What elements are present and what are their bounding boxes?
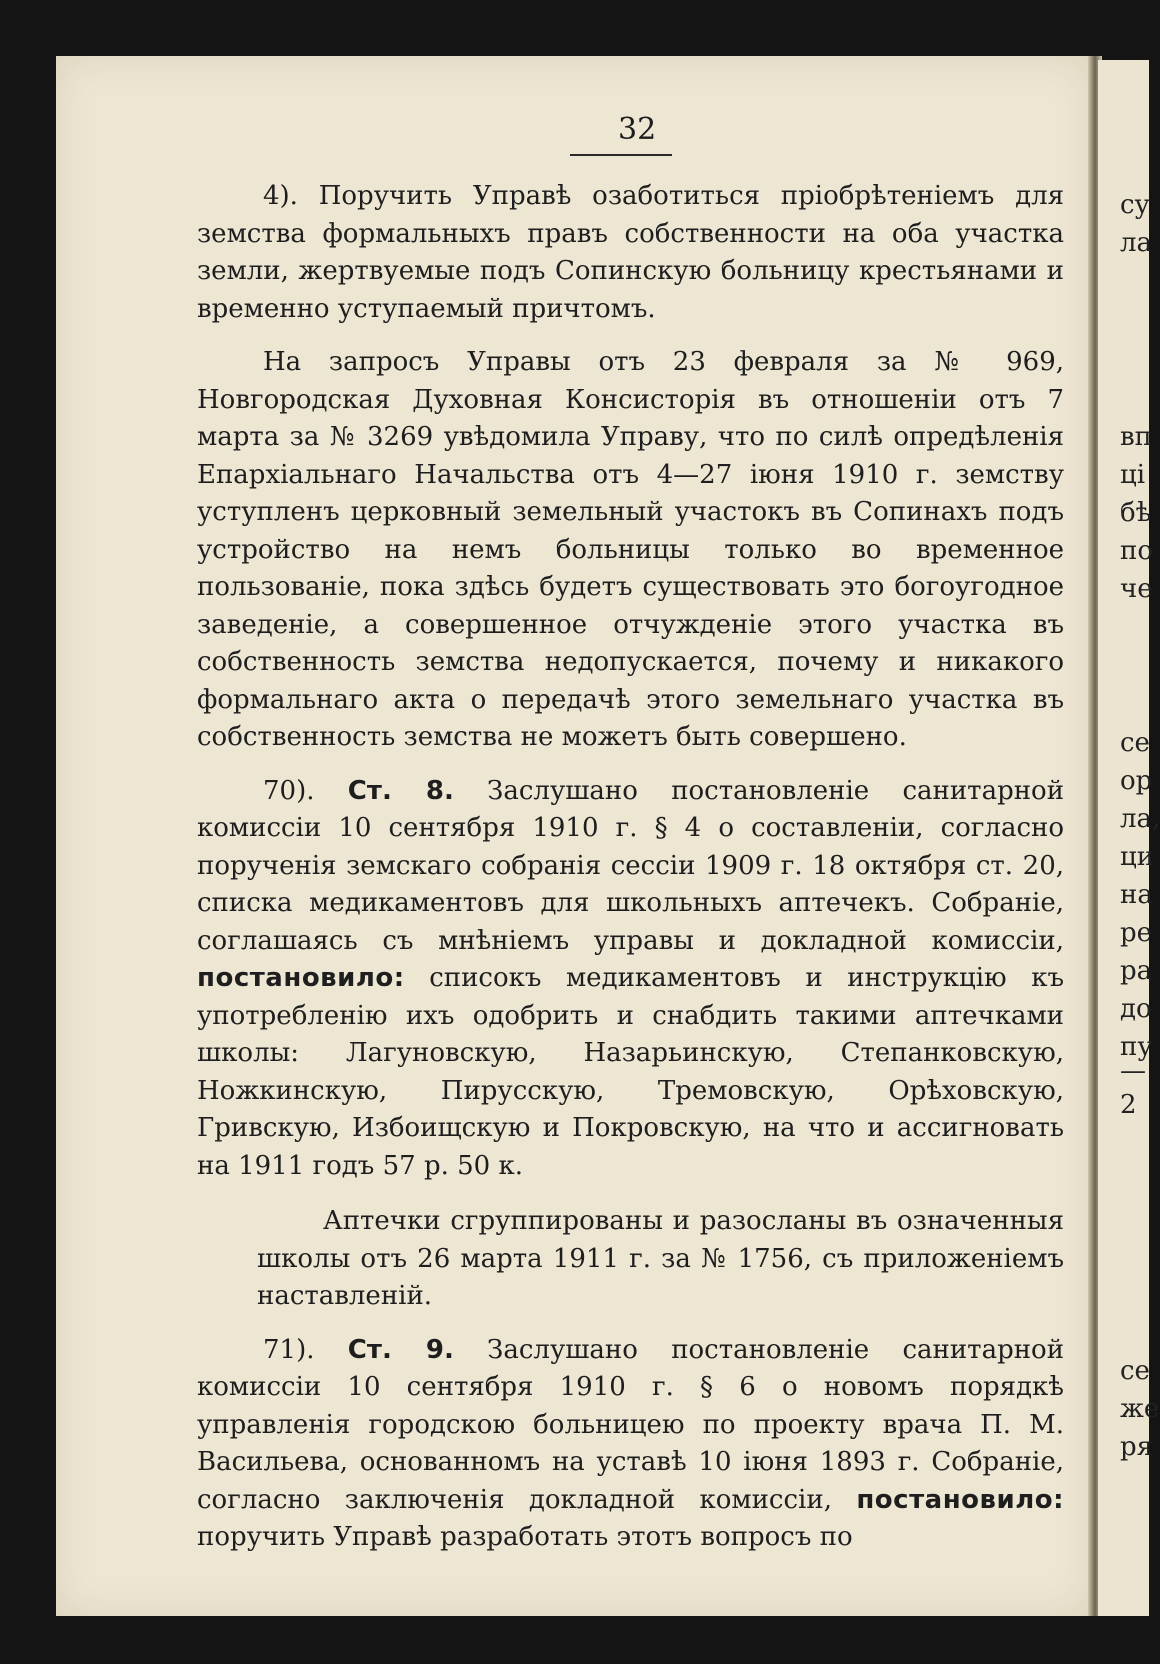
adjacent-page-fragment: по [1120,536,1153,566]
adjacent-page-fragment: бѣ [1120,498,1152,528]
paragraph-5-text-b: поручить Управѣ разработать этотъ вопросъ по [197,1522,853,1552]
page-number-rule [570,154,672,156]
adjacent-page-fragment: ра [1120,956,1153,986]
page-number: 32 [618,112,657,147]
resolution-label-1: постановило: [197,963,405,993]
adjacent-page-fragment: ре [1120,918,1153,948]
adjacent-page-fragment: пу [1120,1032,1153,1062]
adjacent-page-fragment: су [1120,190,1150,220]
paragraph-3-text-a: Заслушано постановленіе санитарной комиссіи 10 сентября 1910 г. § 4 о составленіи, согласно порученія земскаго собранія сессіи 1909 г. 18 октября ст. 20, списка медикаментовъ для школьныхъ аптечекъ. Собраніе, соглашаясь съ мнѣніемъ управы и докладной комиссіи, [197,775,1065,956]
adjacent-page-fragment: ла, [1120,804,1160,834]
article-9-label: Ст. 9. [347,1334,454,1365]
paragraph-1: 4). Поручить Управѣ озаботиться пріобрѣтеніемъ для земства формальныхъ правъ собственности на оба участка земли, жертвуемые подъ Сопинскую больницу крестьянами и временно уступаемый причтомъ. [197,181,1064,324]
paragraph-3-text-b: списокъ медикаментовъ и инструкцію къ употребленію ихъ одобрить и снабдить такими аптечками школы: Лагуновскую, Назарьинскую, Степанковскую, Ножкинскую, Пирусскую, Тремовскую, Орѣховскую, Гривскую, Избоищскую и Покровскую, на что и ассигновать на 1911 годъ 57 р. 50 к. [197,963,1065,1181]
page-body [197,178,1064,1557]
item-number-70: 70). [263,775,315,806]
article-8-label: Ст. 8. [347,775,454,806]
paragraph-2: На запросъ Управы отъ 23 февраля за № 969, Новгородская Духовная Консисторія въ отношеніи отъ 7 марта за № 3269 увѣдомила Управу, что по силѣ опредѣленія Епархіальнаго Начальства отъ 4—27 іюня 1910 г. земству уступленъ церковный земельный участокъ въ Сопинахъ подъ устройство на немъ больницы только во временное пользованіе, пока здѣсь будетъ существовать это богоугодное заведеніе, а совершенное отчужденіе этого участка въ собственность земства недопускается, почему и никакого формальнаго акта о передачѣ этого земельнаго участка въ собственность земства не можетъ быть совершено. [197,347,1064,752]
adjacent-page-fragment: же [1120,1394,1160,1424]
adjacent-page-fragment: се [1120,728,1150,758]
paragraph-3 [197,773,1064,1186]
adjacent-page-fragment: ор [1120,766,1153,796]
adjacent-page-fragment: — [1120,1056,1146,1086]
paragraph-5 [197,1332,1064,1557]
paragraph-5-text-a: Заслушано постановленіе санитарной комиссіи 10 сентября 1910 г. § 6 о новомъ порядкѣ управленія городскою больницею по проекту врача П. М. Васильева, основанномъ на уставѣ 10 іюня 1893 г. Собраніе, согласно заключенія докладной комиссіи, [197,1334,1065,1515]
adjacent-page-fragment: се [1120,1356,1150,1386]
adjacent-page-fragment: ря [1120,1432,1154,1462]
adjacent-page-fragment: до [1120,994,1152,1024]
paragraph-4: Аптечки сгруппированы и разосланы въ означенныя школы отъ 26 марта 1911 г. за № 1756, съ приложеніемъ наставленій. [257,1206,1064,1311]
adjacent-page-fragment: ла [1120,228,1153,258]
adjacent-page-fragment: вп [1120,422,1152,452]
adjacent-page-fragment: ци [1120,842,1155,872]
resolution-label-2: постановило: [856,1484,1064,1515]
adjacent-page-fragment: ці [1120,460,1146,490]
adjacent-page-fragment: на [1120,880,1153,910]
adjacent-page-fragment: че [1120,574,1153,604]
adjacent-page-fragment: 2 [1120,1090,1137,1120]
item-number-71: 71). [263,1334,315,1365]
